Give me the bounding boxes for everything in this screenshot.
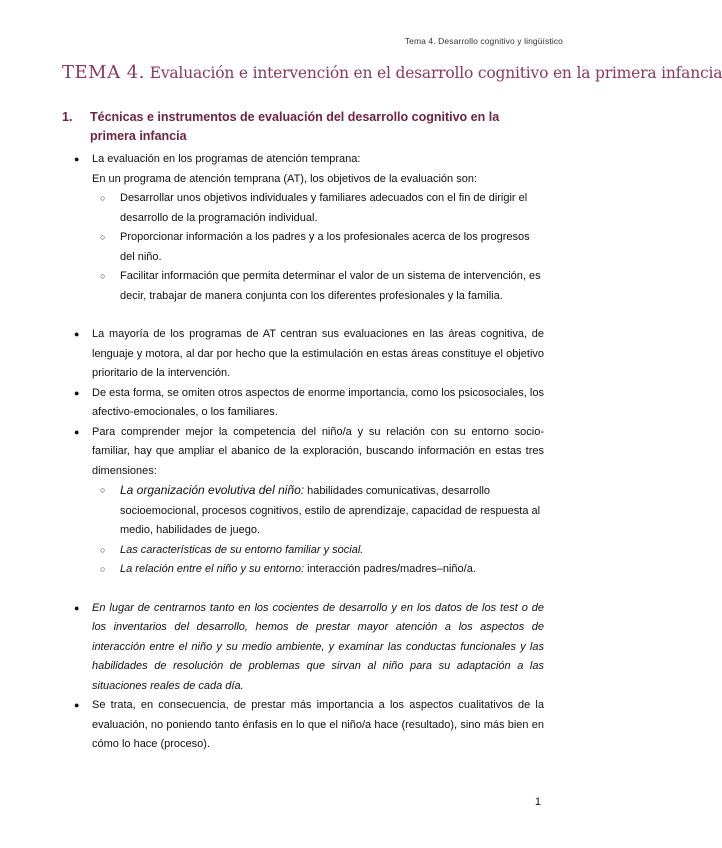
spacer [74,580,544,599]
list-item [74,423,544,482]
section-heading-text: Técnicas e instrumentos de evaluación del desarrollo cognitivo en la primera infancia [90,110,500,143]
dimension-text: interacción padres/madres–niño/a. [304,563,476,575]
bullet-icon: ● [74,700,80,710]
dimension-label: La organización evolutiva del niño: [120,483,305,497]
sub-list-item [98,267,544,306]
spacer [74,306,544,325]
paragraph: La mayoría de los programas de AT centran sus evaluaciones en las áreas cognitiva, de lenguaje y motora, al dar por hecho que la estimulación en estas áreas constituye el objetivo prioritario de la intervención. [92,328,544,379]
paragraph-line: La evaluación en los programas de atención temprana: [92,153,361,165]
paragraph: Se trata, en consecuencia, de prestar más importancia a los aspectos cualitativos de la evaluación, no poniendo tanto énfasis en lo que el niño/a hace (resultado), sino más bien en cómo lo hace (proceso). [92,699,544,750]
sub-list-item [98,541,544,561]
bullet-icon: ● [74,329,80,339]
section-heading [62,108,548,146]
list-item [74,599,544,697]
dimension-label: La relación entre el niño y su entorno: [120,563,305,575]
sub-item-text [120,481,544,541]
document-body [74,150,544,755]
title-prefix: TEMA 4. [62,62,145,83]
dimension-text: habilidades comunicativas, desarrollo socioemocional, procesos cognitivos, estilo de aprendizaje, capacidad de respuesta al medio, habilidades de juego. [120,485,541,536]
bullet-icon: ● [74,426,80,437]
list-item [74,325,544,384]
sub-list-item [98,189,544,228]
title-text: Evaluación e intervención en el desarrollo cognitivo en la primera infancia [149,64,722,82]
sub-list-item [98,228,544,267]
page-title [62,62,722,83]
sub-list-item [98,560,544,580]
bullet-icon: ● [74,387,80,398]
circle-bullet-icon: ○ [100,564,106,574]
sub-item-text: Proporcionar información a los padres y a los profesionales acerca de los progresos del niño. [120,231,530,263]
section-number: 1. [62,110,73,124]
dimension-label: Las características de su entorno familiar y social. [120,543,364,556]
bullet-icon: ● [74,154,80,164]
paragraph: De esta forma, se omiten otros aspectos de enorme importancia, como los psicosociales, los afectivo-emocionales, o los familiares. [92,386,544,418]
circle-bullet-icon: ○ [100,485,106,495]
sub-item-text [120,541,544,561]
sub-item-text: Facilitar información que permita determinar el valor de un sistema de intervención, es decir, trabajar de manera conjunta con los diferentes profesionales y la familia. [120,270,541,302]
circle-bullet-icon: ○ [100,544,106,555]
list-item [74,696,544,755]
circle-bullet-icon: ○ [100,193,106,203]
sub-item-text: Desarrollar unos objetivos individuales y familiares adecuados con el fin de dirigir el desarrollo de la programación individual. [120,192,528,224]
circle-bullet-icon: ○ [100,232,106,242]
list-item [74,150,544,189]
page-number: 1 [534,796,541,808]
paragraph: Para comprender mejor la competencia del niño/a y su relación con su entorno socio-familiar, hay que ampliar el abanico de la exploración, buscando información en estas tres dimensiones: [92,425,544,477]
bullet-icon: ● [74,602,80,613]
circle-bullet-icon: ○ [100,271,106,281]
list-item [74,384,544,423]
sub-item-text [120,560,544,580]
running-header: Tema 4. Desarrollo cognitivo y lingüístico [404,36,563,46]
paragraph-italic: En lugar de centrarnos tanto en los cocientes de desarrollo y en los datos de los test o de los inventarios del desarrollo, hemos de prestar mayor atención a los aspectos de interacción entre el niño y su medio ambiente, y examinar las conductas funcionales y las habilidades de resolución de problemas que sirvan al niño para su adaptación a las situaciones reales de cada día. [92,601,544,692]
sub-list-item [98,481,544,541]
paragraph-line: En un programa de atención temprana (AT), los objetivos de la evaluación son: [92,172,478,185]
